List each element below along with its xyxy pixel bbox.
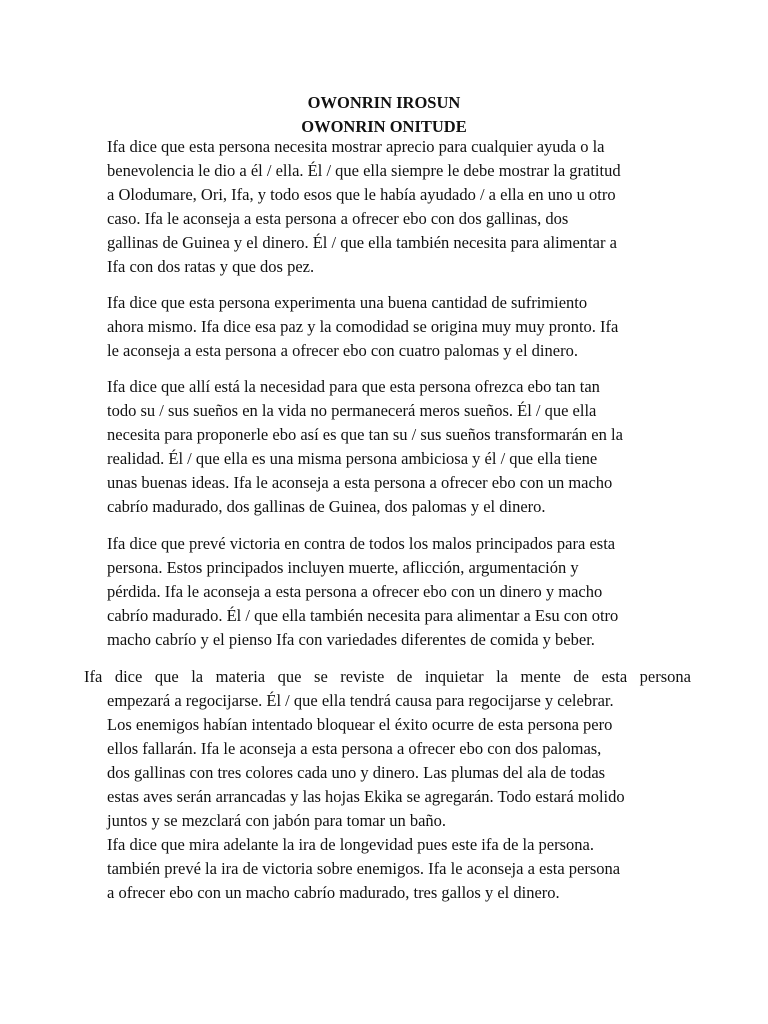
paragraph-line: unas buenas ideas. Ifa le aconseja a esta persona a ofrecer ebo con un macho xyxy=(107,473,613,492)
paragraph-1 xyxy=(107,135,667,279)
paragraph-line: Ifa con dos ratas y que dos pez. xyxy=(107,257,315,276)
paragraph-line: a ofrecer ebo con un macho cabrío madurado, tres gallos y el dinero. xyxy=(107,883,560,902)
paragraph-line: macho cabrío y el pienso Ifa con variedades diferentes de comida y beber. xyxy=(107,630,595,649)
paragraph-line: ellos fallarán. Ifa le aconseja a esta persona a ofrecer ebo con dos palomas, xyxy=(107,739,602,758)
paragraph-line: empezará a regocijarse. Él / que ella tendrá causa para regocijarse y celebrar. xyxy=(107,691,614,710)
paragraph-line: gallinas de Guinea y el dinero. Él / que ella también necesita para alimentar a xyxy=(107,233,617,252)
document-subtitle: OWONRIN ONITUDE xyxy=(301,117,467,136)
paragraph-3 xyxy=(107,375,667,519)
paragraph-line: todo su / sus sueños en la vida no permanecerá meros sueños. Él / que ella xyxy=(107,401,597,420)
paragraph-line: pérdida. Ifa le aconseja a esta persona a ofrecer ebo con un dinero y macho xyxy=(107,582,603,601)
paragraph-5 xyxy=(84,665,691,833)
paragraph-line: cabrío madurado. Él / que ella también necesita para alimentar a Esu con otro xyxy=(107,606,619,625)
paragraph-line: cabrío madurado, dos gallinas de Guinea, dos palomas y el dinero. xyxy=(107,497,546,516)
paragraph-line: persona. Estos principados incluyen muerte, aflicción, argumentación y xyxy=(107,558,579,577)
paragraph-2 xyxy=(107,291,667,363)
paragraph-line: Los enemigos habían intentado bloquear el éxito ocurre de esta persona pero xyxy=(107,715,613,734)
paragraph-line: benevolencia le dio a él / ella. Él / que ella siempre le debe mostrar la gratitud xyxy=(107,161,621,180)
paragraph-first-line: Ifa dice que la materia que se reviste de inquietar la mente de esta persona xyxy=(84,667,691,686)
paragraph-line: dos gallinas con tres colores cada uno y dinero. Las plumas del ala de todas xyxy=(107,763,606,782)
paragraph-line: juntos y se mezclará con jabón para tomar un baño. xyxy=(107,811,447,830)
paragraph-line: realidad. Él / que ella es una misma persona ambiciosa y él / que ella tiene xyxy=(107,449,598,468)
paragraph-6 xyxy=(107,833,667,905)
paragraph-line: estas aves serán arrancadas y las hojas Ekika se agregarán. Todo estará molido xyxy=(107,787,625,806)
paragraph-line: también prevé la ira de victoria sobre enemigos. Ifa le aconseja a esta persona xyxy=(107,859,621,878)
paragraph-line: Ifa dice que esta persona necesita mostrar aprecio para cualquier ayuda o la xyxy=(107,137,605,156)
paragraph-line: ahora mismo. Ifa dice esa paz y la comodidad se origina muy muy pronto. Ifa xyxy=(107,317,619,336)
paragraph-line: necesita para proponerle ebo así es que tan su / sus sueños transformarán en la xyxy=(107,425,623,444)
paragraph-line: caso. Ifa le aconseja a esta persona a ofrecer ebo con dos gallinas, dos xyxy=(107,209,569,228)
paragraph-line: Ifa dice que mira adelante la ira de longevidad pues este ifa de la persona. xyxy=(107,835,594,854)
paragraph-line: Ifa dice que prevé victoria en contra de todos los malos principados para esta xyxy=(107,534,616,553)
paragraph-line: Ifa dice que esta persona experimenta una buena cantidad de sufrimiento xyxy=(107,293,588,312)
paragraph-line: Ifa dice que allí está la necesidad para que esta persona ofrezca ebo tan tan xyxy=(107,377,600,396)
paragraph-4 xyxy=(107,532,667,652)
paragraph-line: le aconseja a esta persona a ofrecer ebo con cuatro palomas y el dinero. xyxy=(107,341,578,360)
paragraph-line: a Olodumare, Ori, Ifa, y todo esos que le había ayudado / a ella en uno u otro xyxy=(107,185,616,204)
document-title: OWONRIN IROSUN xyxy=(307,93,461,112)
